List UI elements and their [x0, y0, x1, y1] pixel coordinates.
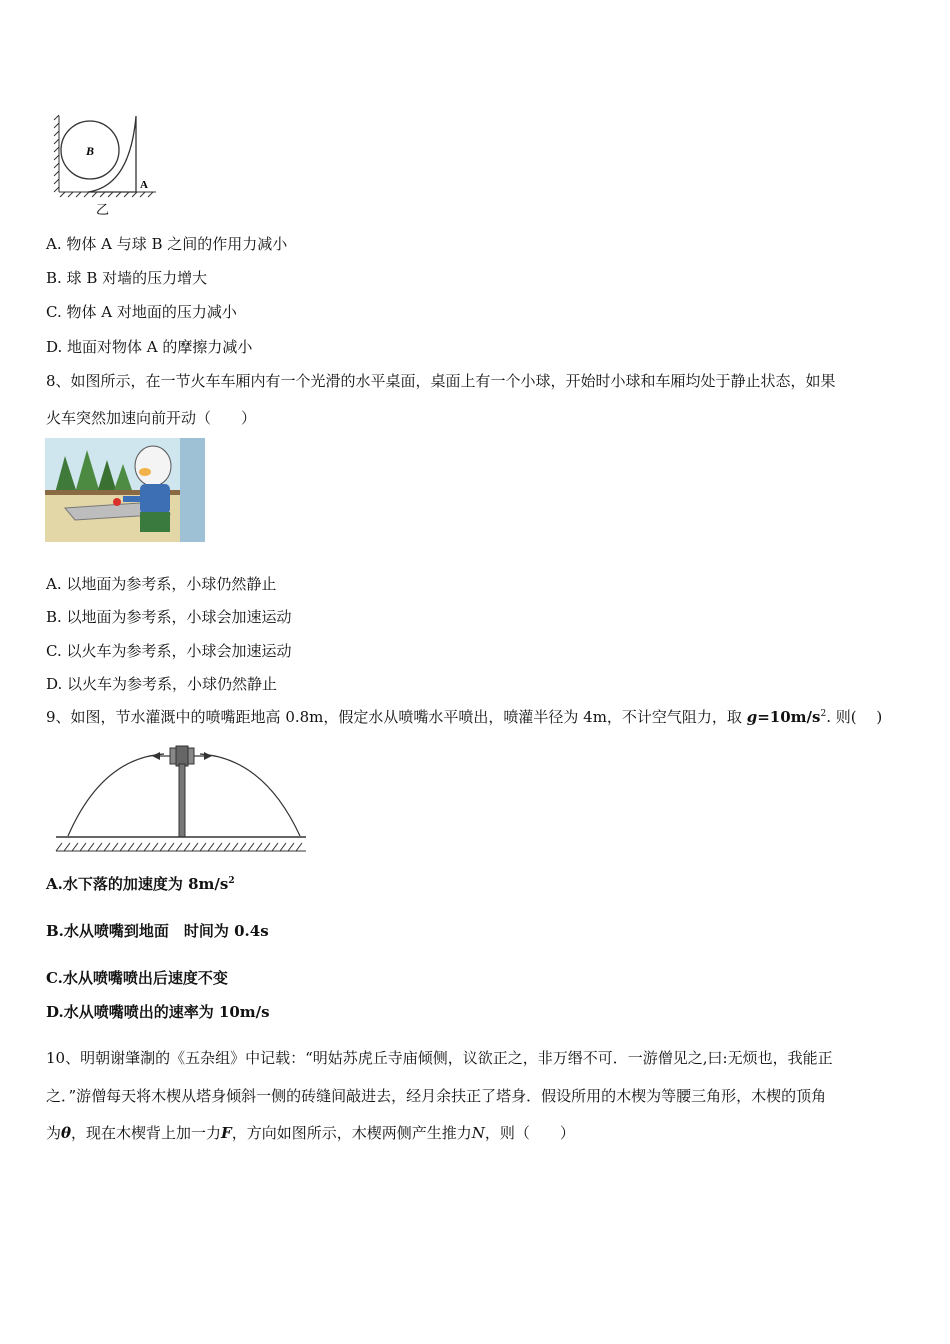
q10-line3-c: ，方向如图所示，木楔两侧产生推力 — [231, 1124, 472, 1142]
figure-caption: 乙 — [96, 203, 110, 218]
q10-line3 — [46, 1123, 575, 1143]
left-water-arc — [68, 754, 164, 836]
sprinkler-figure — [52, 740, 310, 856]
q10-theta: θ — [61, 1124, 72, 1142]
ball-wall-figure — [50, 112, 162, 220]
q9-option-b: B.水从喷嘴到地面 时间为 0.4s — [46, 922, 269, 940]
q7-option-b: B. 球 B 对墙的压力增大 — [46, 269, 208, 287]
q7-option-c: C. 物体 A 对地面的压力减小 — [46, 303, 237, 321]
right-water-arc — [200, 754, 300, 836]
q8-option-a: A. 以地面为参考系，小球仍然静止 — [46, 575, 277, 593]
q9-option-a-exp: 2 — [228, 876, 235, 886]
q10-force-n: N — [471, 1124, 485, 1142]
block-label: A — [140, 179, 148, 191]
q9-option-d: D.水从喷嘴喷出的速率为 10m/s — [46, 1003, 270, 1021]
q10-line1: 10、明朝谢肇淛的《五杂组》中记载：“明姑苏虎丘寺庙倾侧，议欲正之，非万缗不可．一游僧见之,曰:无烦也，我能正 — [46, 1049, 833, 1067]
q8-stem-line1: 8、如图所示，在一节火车车厢内有一个光滑的水平桌面，桌面上有一个小球，开始时小球和车厢均处于静止状态，如果 — [46, 372, 836, 390]
q9-stem-a: 9、如图，节水灌溉中的喷嘴距地高 0.8m，假定水从喷嘴水平喷出，喷灌半径为 4m，不计空气阻力，取 — [46, 708, 747, 726]
q8-option-c: C. 以火车为参考系，小球会加速运动 — [46, 642, 292, 660]
q7-option-d: D. 地面对物体 A 的摩擦力减小 — [46, 338, 253, 356]
q9-stem-exp: 2 — [820, 709, 827, 719]
ball-label: B — [86, 144, 95, 158]
q7-option-a: A. 物体 A 与球 B 之间的作用力减小 — [46, 235, 288, 253]
q10-line3-d: ，则（ ） — [484, 1124, 575, 1142]
q9-stem-b: =10m/s — [757, 708, 821, 726]
q10-line3-a: 为 — [46, 1124, 62, 1142]
q9-option-a-text: A.水下落的加速度为 8m/s — [46, 875, 229, 893]
q10-force-f: F — [221, 1124, 232, 1142]
pipe — [179, 764, 185, 837]
q10-line2: 之．”游僧每天将木楔从塔身倾斜一侧的砖缝间敲进去，经月余扶正了塔身．假设所用的木楔为等腰三角形，木楔的顶角 — [46, 1087, 827, 1105]
q9-option-a — [46, 874, 235, 894]
q9-stem-g: g — [746, 708, 758, 726]
q10-line3-b: ，现在木楔背上加一力 — [71, 1124, 222, 1142]
train-table-illustration — [45, 438, 205, 542]
q9-option-c: C.水从喷嘴喷出后速度不变 — [46, 969, 228, 987]
q8-option-d: D. 以火车为参考系，小球仍然静止 — [46, 675, 278, 693]
block-a — [88, 116, 136, 192]
q9-stem — [46, 707, 882, 727]
q8-option-b: B. 以地面为参考系，小球会加速运动 — [46, 608, 292, 626]
q8-stem-line2: 火车突然加速向前开动（ ） — [46, 409, 257, 427]
q9-stem-c: . 则( ) — [826, 708, 883, 726]
